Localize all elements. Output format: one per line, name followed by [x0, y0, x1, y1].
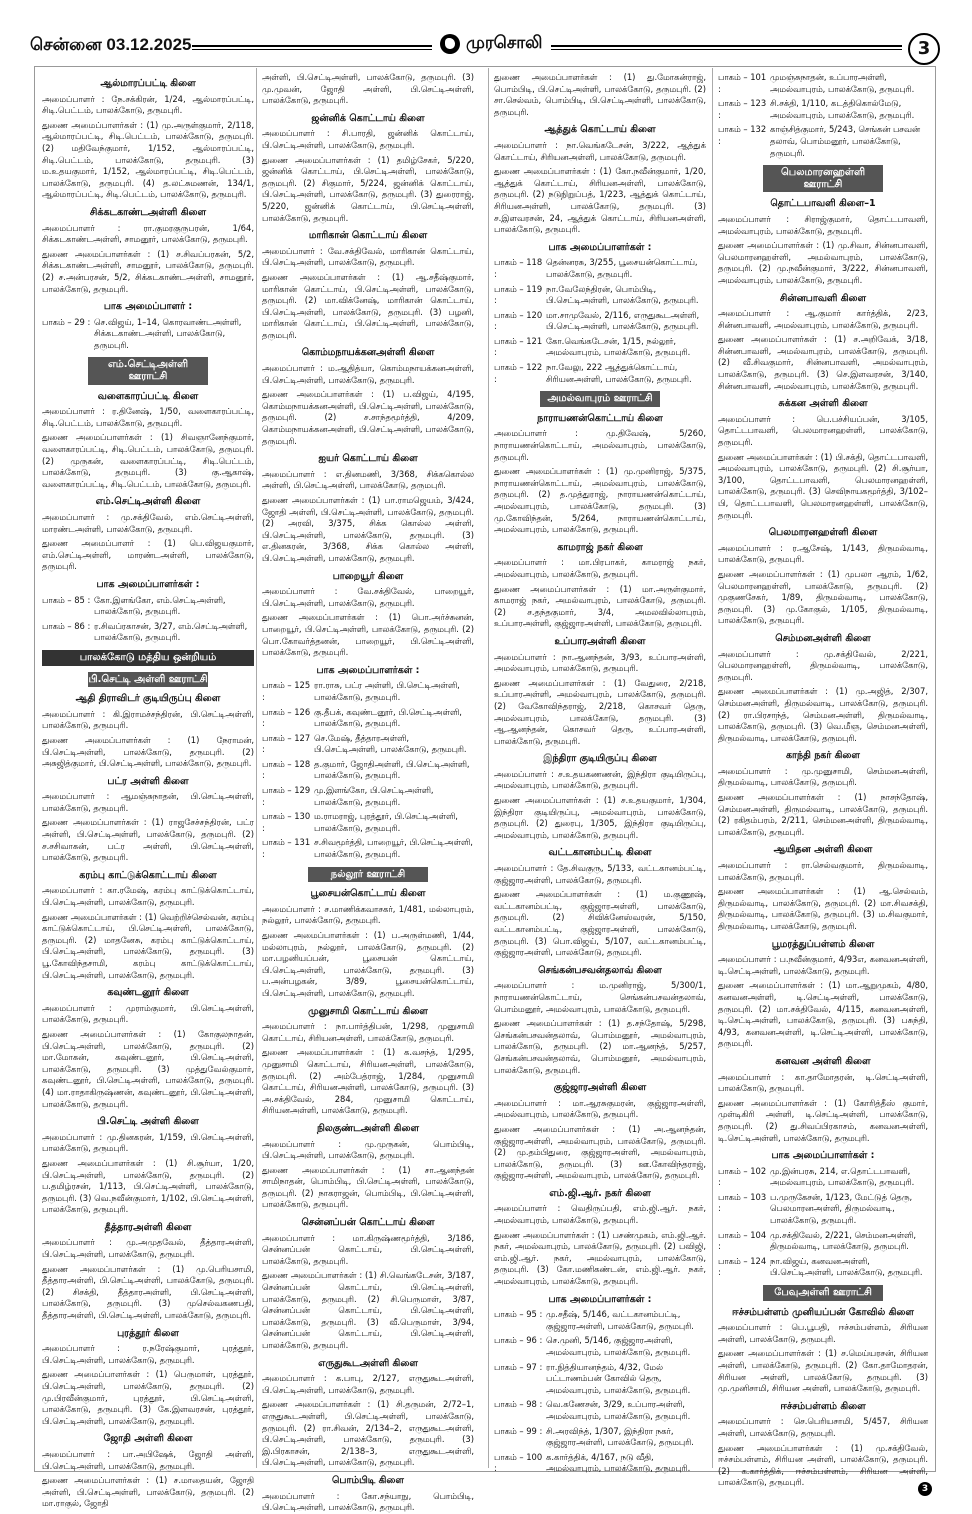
booth-organizers-heading: பாக அமைப்பாளர்கள் : — [548, 241, 652, 253]
booth-organizer: கோ.இளங்கோ, எம்.செட்டிஅள்ளி, பாலக்கோடு, தருமபுரி. — [94, 594, 226, 617]
branch-heading: எம்.ஜி.ஆர். நகர் கிளை — [549, 1187, 651, 1199]
organizer-entry: அமைப்பாளர் : மு.சக்திவேல், 2/221, பெலமாரனஹள்ளி, திருமல்வாடி, பாலக்கோடு, தருமபுரி. — [718, 648, 928, 682]
booth-number: பாகம் – 97 : — [494, 1361, 543, 1372]
branch-heading: ஆதி திராவிடர் குடியிருப்பு கிளை — [75, 693, 221, 705]
branch-heading: ஜோதி அள்ளி கிளை — [103, 1433, 193, 1445]
booth-organizer: முமஞ்சுநாதன், உப்பாரஅள்ளி, அமல்வாபுரம், பாலக்கோடு, தருமபுரி. — [770, 72, 915, 94]
column-divider — [712, 68, 713, 1468]
organizer-entry: அமைப்பாளர் : ப.நவீன்குமார், 4/93எ, கனவனஅள்ளி, டி.செட்டிஅள்ளி, பாலக்கோடு, தருமபுரி. — [718, 954, 928, 976]
branch-heading: ஆயிதன அள்ளி கிளை — [773, 844, 873, 856]
booth-row — [42, 595, 254, 618]
column-divider — [256, 68, 257, 1468]
booth-organizer: சி.சக்தி, 1/110, கடத்திகொல்மேடு, அமல்வாபுரம், பாலக்கோடு, தருமபுரி. — [770, 98, 915, 120]
branch-heading: எருதுகூடஅள்ளி கிளை — [318, 1357, 418, 1369]
organizer-entry: அமைப்பாளர் : மு.தினகரன், 1/159, பி.செட்டிஅள்ளி, பாலக்கோடு, தருமபுரி. — [42, 1131, 254, 1154]
deputy-organizers-entry: துணை அமைப்பாளர்கள் : (1) அ.ஆனந்தன், குஜ்ஜாரஅள்ளி, அமல்வாபுரம், பாலக்கோடு, தருமபுரி. (2) மு.தம்பிதுரை, குஜ்ஜாரஅள்ளி, அமல்வாபுரம், பாலக்கோடு, தருமபுரி. (3) ஊ.கோவிந்தராஜ், குஜ்ஜாரஅள்ளி, அமல்வாபுரம், பாலக்கோடு, தருமபுரி. — [494, 1123, 706, 1181]
booth-organizer: கோ.வெங்கடேசன், 1/15, நல்லூர், அமல்வாபுரம், பாலக்கோடு, தருமபுரி. — [546, 335, 691, 358]
booth-number: பாகம் – 98 : — [494, 1399, 543, 1410]
booth-organizer: சி.அரவிந்த், 1/307, இந்திரா நகர், குஜ்ஜாரஅள்ளி, பாலக்கோடு, தருமபுரி. — [546, 1425, 694, 1448]
booth-number: பாகம் – 119 : — [494, 283, 543, 306]
deputy-organizers-entry: துணை அமைப்பாளர்கள் : (1) சா.ஆனந்தன் சாமிநாதன், பொம்பிடி, பி.செட்டிஅள்ளி, பாலக்கோடு, தருமபுரி. (2) நாகராஜன், பொம்பிடி, பி.செட்டிஅள்ளி, பாலக்கோடு, தருமபுரி. — [262, 1164, 474, 1210]
deputy-organizers-entry: துணை அமைப்பாளர்கள் : (1) ச.உதயகுமார், 1/304, இந்திரா குடியிருப்பு, அமல்வாபுரம், பாலக்கோடு, தருமபுரி. (2) துரைபு, 1/305, இந்திரா குடியிருப்பு, அமல்வாபுரம், பாலக்கோடு, தருமபுரி. — [494, 795, 706, 840]
deputy-organizers-entry: துணை அமைப்பாளர்கள் : (1) த.சந்தோஷ், 5/298, செங்கன்பசவன்தலாவ், பொம்மனூர், அமல்வாபுரம், பாலக்கோடு, தருமபுரி. (2) மா.ஆனந்த், 5/257, செங்கன்பசவன்தலாவ், பொம்மனூர், அமல்வாபுரம், பாலக்கோடு, தருமபுரி. — [494, 1018, 706, 1075]
deputy-organizers-entry: துணை அமைப்பாளர்கள் : (1) பெருமாள், புரத்தூர், பி.செட்டிஅள்ளி, பாலக்கோடு, தருமபுரி. (2) மு.பிரவீன்குமார், புரத்தூர், பி.செட்டிஅள்ளி, பாலக்கோடு, தருமபுரி. (3) கே.இளவரசன், புரத்தூர், பி.செட்டிஅள்ளி, பாலக்கோடு, தருமபுரி. — [42, 1369, 254, 1426]
booth-row — [494, 1309, 706, 1332]
booth-number: பாகம் – 101 : — [718, 72, 767, 94]
deputy-organizers-entry: துணை அமைப்பாளர்கள் : (1) ப.விஜய், 4/195, கொம்மநாயக்கனஅள்ளி, பி.செட்டிஅள்ளி, பாலக்கோடு, தருமபுரி. (2) ச.சாந்தமூர்த்தி, 4/209, கொம்மநாயக்கனஅள்ளி, பி.செட்டிஅள்ளி, பாலக்கோடு, தருமபுரி. — [262, 389, 474, 446]
branch-heading: பெலமாரனஹள்ளி கிளை — [768, 527, 878, 539]
booth-organizers-heading: பாக அமைப்பாளர்கள் : — [771, 1150, 875, 1162]
deputy-organizers-entry: துணை அமைப்பாளர்கள் : (1) ம.குணூஷ், வட்டகானம்பட்டி, குஜ்ஜாரஅள்ளி, பாலக்கோடு, தருமபுரி. (2) சிவிக்னேஸ்வரன், 5/150, வட்டகானம்பட்டி, குஜ்ஜாரஅள்ளி, பாலக்கோடு, தருமபுரி. (3) பொ.விஜய், 5/107, வட்டகானம்பட்டி, குஜ்ஜாரஅள்ளி, பாலக்கோடு, தருமபுரி. — [494, 889, 706, 958]
deputy-organizers-entry: துணை அமைப்பாளர்கள் : (1) தமிழ்சேகர், 5/220, ஜன்னிக் கொட்டாய், பி.செட்டிஅள்ளி, பாலக்கோடு, தருமபுரி. (2) சிகுமார், 5/224, ஜன்னிக் கொட்டாய், பி.செட்டிஅள்ளி, பாலக்கோடு, தருமபுரி. (3) துரைராஜ், 5/220, ஜன்னிக் கொட்டாய், பி.செட்டிஅள்ளி, பாலக்கோடு, தருமபுரி. — [262, 154, 474, 223]
column-4 — [718, 72, 928, 1488]
organizer-entry: அமைப்பாளர் : பெ.பூபதி, ஈச்சம்பள்ளம், சிரியன அள்ளி, பாலக்கோடு, தருமபுரி. — [718, 1322, 928, 1344]
booth-number: பாகம் – 125 : — [262, 680, 311, 702]
branch-heading: பி.செட்டி அள்ளி கிளை — [97, 1116, 199, 1128]
booth-number: பாகம் – 102 : — [718, 1165, 767, 1188]
booth-organizer: ம.ராமராஜ், புரத்தூர், பி.செட்டிஅள்ளி, பாலக்கோடு, தருமபுரி. — [314, 811, 458, 833]
branch-heading: முனுசாமி கொட்டாய் கிளை — [308, 1005, 428, 1017]
deputy-organizers-entry: துணை அமைப்பாளர்கள் : (1) பொ.அர்ச்சுனன், பாறையூர், பி.செட்டிஅள்ளி, பாலக்கோடு, தருமபுரி. (2) பொ.கோவர்த்தனன், பாறையூர், பி.செட்டிஅள்ளி, பாலக்கோடு, தருமபுரி. — [262, 612, 474, 658]
panchayat-band: பெலமாரனஹள்ளி ஊராட்சி — [763, 165, 883, 192]
union-band: பாலக்கோடு மத்திய ஒன்றியம் — [42, 650, 254, 666]
organizer-entry: அமைப்பாளர் : ரா.குமரகுருபரன், 1/64, சிக்கடகாண்டஅள்ளி, சாமனூர், பாலக்கோடு, தருமபுரி. — [42, 222, 254, 245]
panchayat-band: பி.செட்டி அள்ளி ஊராட்சி — [88, 672, 208, 688]
deputy-organizers-entry: துணை அமைப்பாளர்கள் : (1) மா.ஆறுமுகம், 4/80, கனவனஅள்ளி, டி.செட்டிஅள்ளி, பாலக்கோடு, தருமபுரி. (2) மா.சக்திவேல், 4/115, கனவனஅள்ளி, டி.செட்டிஅள்ளி, பாலக்கோடு, தருமபுரி. (3) பசுந்தி, 4/93, கனவனஅள்ளி, டி.செட்டிஅள்ளி, பாலக்கோடு, தருமபுரி. — [718, 980, 928, 1049]
booth-organizer: தென்னரசு, 3/255, பூசையன்கொட்டாய், பாலக்கோடு, தருமபுரி. — [546, 257, 698, 279]
booth-row — [494, 1335, 706, 1358]
deputy-organizers-entry: துணை அமைப்பாளர்கள் : (1) ச.சிவப்பரகன், 5/2, சிக்கடகாண்டஅள்ளி, சாமனூர், பாலக்கோடு, தருமபுரி. (2) ச.அன்பரசன், 5/2, சிக்கடகாண்டஅள்ளி, சாமனூர், பாலக்கோடு, தருமபுரி. — [42, 248, 254, 294]
booth-organizer: மா.சாமுவேல், 2/116, எருதுகூடஅள்ளி, பி.செட்டிஅள்ளி, பாலக்கோடு, தருமபுரி. — [546, 309, 700, 332]
booth-row — [494, 362, 706, 385]
booth-number: பாகம் – 96 : — [494, 1335, 543, 1346]
branch-heading: செங்கன்பசவன்தலாவ் கிளை — [538, 964, 662, 976]
deputy-organizers-entry: துணை அமைப்பாளர்கள் : (1) மு.சிவா, சின்னபாவளி, பெலமாரனஹள்ளி, அமல்வாபுரம், பாலக்கோடு, தருமபுரி. (2) மு.நவீன்குமார், 3/222, சின்னபாவளி, அமல்வாபுரம், பாலக்கோடு, தருமபுரி. — [718, 240, 928, 285]
deputy-organizers-entry: துணை அமைப்பாளர்கள் : (1) மு.சக்திவேல், ஈச்சம்பள்ளம், சிரியன அள்ளி, பாலக்கோடு, தருமபுரி. (2) க.கார்த்திக், ஈச்சம்பள்ளம், சிரியன அள்ளி, பாலக்கோடு, தருமபுரி. — [718, 1442, 928, 1488]
booth-row — [494, 257, 706, 280]
booth-organizer: மு.சக்திவேல், 2/221, செம்மனஅள்ளி, திருமல்வாடி, பாலக்கோடு, தருமபுரி. — [770, 1229, 917, 1252]
booth-row — [494, 1399, 706, 1422]
booth-organizer: க.கார்த்திக், 4/167, நடு வீதி, அமல்வாபுரம், பாலக்கோடு, தருமபுரி. — [546, 1451, 691, 1474]
organizer-entry: அமைப்பாளர் : மு.முருகன், பொம்பிடி, பி.செட்டிஅள்ளி, பாலக்கோடு, தருமபுரி. — [262, 1138, 474, 1161]
organizer-entry: அமைப்பாளர் : வே.சக்திவேல், பாறையூர், பி.செட்டிஅள்ளி, பாலக்கோடு, தருமபுரி. — [262, 586, 474, 608]
panchayat-band: எம்.செட்டிஅள்ளி ஊராட்சி — [88, 357, 208, 384]
branch-heading: கொம்மநாயக்கனஅள்ளி கிளை — [301, 347, 435, 359]
organizer-entry: அமைப்பாளர் : வே.சக்திவேல், மாரிகான் கொட்டாய், பி.செட்டிஅள்ளி, பாலக்கோடு, தருமபுரி. — [262, 245, 474, 268]
branch-heading: கரம்பு காட்டுக்கொட்டாய் கிளை — [79, 869, 217, 881]
booth-number: பாகம் – 123 : — [718, 98, 767, 120]
footer-page-number: 3 — [918, 1482, 932, 1496]
deputy-organizers-entry: துணை அமைப்பாளர் : (1) பெ.விஜயகுமார், எம்.செட்டிஅள்ளி, மாரண்டஅள்ளி, பாலக்கோடு, தருமபுரி. — [42, 538, 254, 572]
booth-number: பாகம் – 104 : — [718, 1229, 767, 1252]
organizer-entry: அமைப்பாளர் : ச.மாணிக்கவாசகர், 1/481, மல்லாபுரம், நல்லூர், பாலக்கோடு, தருமபுரி. — [262, 903, 474, 926]
branch-heading: காந்தி நகர் கிளை — [785, 750, 860, 762]
booth-organizer: நா.விஜய், கனவனஅள்ளி, பி.செட்டிஅள்ளி, பாலக்கோடு, தருமபுரி. — [770, 1255, 923, 1278]
column-2 — [262, 72, 474, 1513]
deputy-organizers-entry: துணை அமைப்பாளர்கள் : (1) மு.முனிராஜ், 5/375, நாராயணன்கொட்டாய், அமல்வாபுரம், பாலக்கோடு, தருமபுரி. (2) த.முத்துராஜ், நாராயணன்கொட்டாய், அமல்வாபுரம், பாலக்கோடு, தருமபுரி. (3) மு.கோவிந்தன், 5/264, நாராயணன்கொட்டாய், அமல்வாபுரம், பாலக்கோடு, தருமபுரி. — [494, 466, 706, 535]
organizer-entry: அமைப்பாளர் : முராம்குமார், பி.செட்டிஅள்ளி, பாலக்கோடு, தருமபுரி. — [42, 1002, 254, 1025]
branch-heading: பொம்பிடி கிளை — [332, 1474, 404, 1486]
booth-number: பாகம் – 132 : — [718, 124, 767, 146]
booth-row — [262, 733, 474, 756]
organizer-entry: அமைப்பாளர் : கி.இராமச்சந்திரன், பி.செட்டிஅள்ளி, பாலக்கோடு, தருமபுரி. — [42, 708, 254, 731]
newspaper-name: முரசொலி — [466, 33, 543, 53]
branch-heading: இந்திரா குடியிருப்பு கிளை — [543, 753, 657, 765]
branch-heading: தொட்டபாவளி கிளை–1 — [770, 198, 876, 210]
organizer-entry: அமைப்பாளர் : தே.சிவகுரு, 5/133, வட்டகானம்பட்டி, குஜ்ஜாரஅள்ளி, பாலக்கோடு, தருமபுரி. — [494, 863, 706, 885]
deputy-organizers-entry: துணை அமைப்பாளர்கள் : (1) சி.தருமன், 2/72–1, எருதுகூடஅள்ளி, பி.செட்டிஅள்ளி, பாலக்கோடு, தருமபுரி. (2) ரா.சிவன், 2/134–2, எருதுகூடஅள்ளி, பி.செட்டிஅள்ளி, பாலக்கோடு, தருமபுரி. (3) இ.பிரகாசன், 2/138–3, எருதுகூடஅள்ளி, பி.செட்டிஅள்ளி, பாலக்கோடு, தருமபுரி. — [262, 1399, 474, 1468]
deputy-organizers-entry: துணை அமைப்பாளர்கள் : (1) மு.அஜித், 2/307, செம்மனஅள்ளி, திருமல்வாடி, பாலக்கோடு, தருமபுரி. (2) ரா.பிரசாந்த், செம்மனஅள்ளி, திருமல்வாடி, பாலக்கோடு, தருமபுரி. (3) வெ.மீஞ, செம்மனஅள்ளி, திருமல்வாடி, பாலக்கோடு, தருமபுரி. — [718, 686, 928, 743]
organizer-entry: அமைப்பாளர் : மா.ஆரசுகுமரன், குஜ்ஜாரஅள்ளி, அமல்வாபுரம், பாலக்கோடு, தருமபுரி. — [494, 1097, 706, 1120]
column-1 — [42, 72, 255, 1509]
deputy-organizers-entry: துணை அமைப்பாளர்கள் : (1) கோ.நவீன்குமார், 1/20, ஆத்துக் கொட்டாய், சிரியனஅள்ளி, பாலக்கோடு, தருமபுரி. (2) நடுநிறுப்பத், 1/223, ஆத்துக் கொட்டாய், சிரியனஅள்ளி, பாலக்கோடு, தருமபுரி. (3) ச.இளவரசன், 24, ஆத்துக் கொட்டாய், சிரியனஅள்ளி, பாலக்கோடு, தருமபுரி. — [494, 166, 706, 235]
booth-row — [262, 707, 474, 730]
deputy-organizers-entry: துணை அமைப்பாளர்கள் : (1) க.வசந்த், 1/295, முனுசாமி கொட்டாய், சிரியனஅள்ளி, பாலக்கோடு, தருமபுரி. (2) அம்பேத்ராஜ், 1/284, முனுசாமி கொட்டாய், சிரியனஅள்ளி, பாலக்கோடு, தருமபுரி. (3) அ.சக்திவேல், 284, முனுசாமி கொட்டாய், சிரியனஅள்ளி, பாலக்கோடு, தருமபுரி. — [262, 1047, 474, 1116]
issue-date: சென்னை 03.12.2025 — [30, 35, 192, 54]
organizer-entry: அமைப்பாளர் : ர.தினேஷ், 1/50, வளைகாரப்பட்டி, சிடி.பெட்டம், பாலக்கோடு, தருமபுரி. — [42, 406, 254, 428]
branch-heading: ஜன்னிக் கொட்டாய் கிளை — [311, 112, 425, 124]
organizer-entry: அமைப்பாளர் : ச.உதயகணணன், இந்திரா குடியிருப்பு, அமல்வாபுரம், பாலக்கோடு, தருமபுரி. — [494, 768, 706, 791]
booth-number: பாகம் – 131 : — [262, 837, 311, 860]
masthead-logo — [432, 33, 551, 55]
booth-organizer: ரா.ராசு, பட்ர அள்ளி, பி.செட்டிஅள்ளி, பாலக்கோடு, தருமபுரி. — [314, 680, 460, 702]
booth-organizers-heading: பாக அமைப்பாளர்கள் : — [96, 578, 200, 590]
branch-heading: ஐயர் கொட்டாய் கிளை — [318, 453, 418, 465]
panchayat-band: பேவுஅள்ளி ஊராட்சி — [763, 1285, 883, 1301]
deputy-organizers-entry: துணை அமைப்பாளர்கள் : (1) சி.சூர்யா, 1/20, பி.செட்டிஅள்ளி, பாலக்கோடு, தருமபுரி. (2) ப.தமிழ்ரசன், 1/113, பி.செட்டிஅள்ளி, பாலக்கோடு, தருமபுரி. (3) வெ.நவீன்குமார், 1/102, பி.செட்டிஅள்ளி, பாலக்கோடு, தருமபுரி. — [42, 1157, 255, 1215]
booth-organizer: ச.சிவமூர்த்தி, பாறையூர், பி.செட்டிஅள்ளி, பாலக்கோடு, தருமபுரி. — [314, 837, 473, 860]
deputy-organizers-entry: துணை அமைப்பாளர்கள் : (1) நேராமன், பி.செட்டிஅள்ளி, பாலக்கோடு, தருமபுரி. (2) அசுஜித்குமார், பி.செட்டிஅள்ளி, பாலக்கோடு, தருமபுரி. — [42, 734, 254, 769]
booth-row — [262, 680, 474, 703]
organizer-entry: அமைப்பாளர் : கா.தாமோதரன், டி.செட்டிஅள்ளி, பாலக்கோடு, தருமபுரி. — [718, 1071, 928, 1094]
organizer-entry: அமைப்பாளர் : ரா.செல்வகுமார், திருமல்வாடி, பாலக்கோடு, தருமபுரி. — [718, 860, 928, 882]
booth-number: பாகம் – 122 : — [494, 362, 543, 384]
booth-number: பாகம் – 103 : — [718, 1191, 767, 1214]
organizer-entry: அமைப்பாளர் : எ.தினமணி, 3/368, சிக்ககொல்ல அள்ளி, பி.செட்டிஅள்ளி, பாலக்கோடு, தருமபுரி. — [262, 468, 474, 491]
branch-heading: வளைகாரப்பட்டி கிளை — [97, 390, 199, 402]
deputy-organizers-entry: துணை அமைப்பாளர்கள் : (1) வெற்றிச்செல்வன், கரம்பு காட்டுக்கொட்டாய், பி.செட்டிஅள்ளி, பாலக்கோடு, தருமபுரி. (2) மாதனேசு, கரம்பு காட்டுக்கொட்டாய், பி.செட்டிஅள்ளி, பாலக்கோடு, தருமபுரி. (3) பூ.கோவிந்தசாமி, கரம்பு காட்டுக்கொட்டாய், பி.செட்டிஅள்ளி, பாலக்கோடு, தருமபுரி. — [42, 911, 254, 980]
booth-row — [718, 1166, 928, 1189]
booth-row — [262, 759, 474, 782]
booth-row — [42, 317, 254, 352]
branch-heading: ஈச்சம்பள்ளம் கிளை — [780, 1400, 866, 1412]
booth-number: பாகம் – 124 : — [718, 1255, 767, 1278]
booth-number: பாகம் – 118 : — [494, 257, 543, 279]
booth-number: பாகம் – 95 : — [494, 1309, 543, 1320]
branch-heading: செம்மனஅள்ளி கிளை — [775, 632, 871, 644]
organizer-entry: அமைப்பாளர் : நா.வெங்கடேசன், 3/222, ஆத்துக் கொட்டாய், சிரியனஅள்ளி, பாலக்கோடு, தருமபுரி. — [494, 139, 706, 162]
booth-row — [494, 1426, 706, 1449]
deputy-organizers-entry: துணை அமைப்பாளர்கள் : (1) மு.பெரியசாமி, தீத்தாரஅள்ளி, பி.செட்டிஅள்ளி, பாலக்கோடு, தருமபுரி. (2) சிசக்தி, தீத்தாரஅள்ளி, பி.செட்டிஅள்ளி, பாலக்கோடு, தருமபுரி. (3) முசெல்வகணபதி, தீத்தாரஅள்ளி, பி.செட்டிஅள்ளி, பாலக்கோடு, தருமபுரி. — [42, 1263, 254, 1321]
deputy-organizers-entry: துணை அமைப்பாளர்கள் : (1) ப.அருள்மணி, 1/44, மல்லாபுரம், நல்லூர், பாலக்கோடு, தருமபுரி. (2) மா.பழனியப்பன், பூசையன் கொட்டாய், பி.செட்டிஅள்ளி, பாலக்கோடு, தருமபுரி. (3) ப.அன்பழகன், 3/89, பூசையன்கொட்டாய், பி.செட்டிஅள்ளி, பாலக்கோடு, தருமபுரி. — [262, 930, 474, 998]
booth-row — [494, 1452, 706, 1475]
organizer-entry: அமைப்பாளர் : சிராஜ்குமார், தொட்டபாவளி, அமல்வாபுரம், பாலக்கோடு, தருமபுரி. — [718, 213, 928, 236]
deputy-organizers-entry: துணை அமைப்பாளர்கள் : (1) ச.மாதையன், ஜோதி அள்ளி, பி.செட்டிஅள்ளி, பாலக்கோடு, தருமபுரி. (2) மா.ராகுல், ஜோதி — [42, 1475, 254, 1509]
organizer-entry: அமைப்பாளர் : செ.பெரியசாமி, 5/457, சிரியன அள்ளி, பாலக்கோடு, தருமபுரி. — [718, 1416, 928, 1438]
booth-number: பாகம் – 100 : — [494, 1451, 543, 1474]
branch-heading: பாறையூர் கிளை — [332, 570, 404, 582]
organizer-entry: அமைப்பாளர் : நா.ஆனந்தன், 3/93, உப்பாரஅள்ளி, அமல்வாபுரம், பாலக்கோடு, தருமபுரி. — [494, 651, 706, 674]
branch-heading: பூசையன்கொட்டாய் கிளை — [310, 888, 426, 900]
organizer-entry: அமைப்பாளர் : ர.ஆசேஷ், 1/143, திருமல்வாடி, பாலக்கோடு, தருமபுரி. — [718, 542, 928, 565]
branch-heading: சுக்கன அள்ளி கிளை — [778, 398, 868, 410]
booth-organizers-heading: பாக அமைப்பாளர் : — [103, 301, 193, 313]
organizer-entry: அமைப்பாளர் : கா.ரமேஷ், கரம்பு காட்டுக்கொட்டாய், பி.செட்டிஅள்ளி, பாலக்கோடு, தருமபுரி. — [42, 885, 254, 908]
booth-organizer: செ.மேஷ், தீத்தாரஅள்ளி, பி.செட்டிஅள்ளி, பாலக்கோடு, தருமபுரி. — [314, 732, 467, 755]
organizer-entry: அமைப்பாளர் : மு.சக்திவேல், எம்.செட்டிஅள்ளி, மாரண்டஅள்ளி, பாலக்கோடு, தருமபுரி. — [42, 512, 254, 534]
branch-heading: நிலகுண்டஅள்ளி கிளை — [316, 1122, 420, 1134]
booth-number: பாகம் – 127 : — [262, 732, 311, 755]
organizer-entry: அமைப்பாளர் : ஆ.குமார் கார்த்திக், 2/23, சின்னபாவளி, அமல்வாபுரம், பாலக்கோடு, தருமபுரி. — [718, 308, 928, 330]
branch-heading: உப்பாரஅள்ளி கிளை — [554, 635, 646, 647]
booth-number: பாகம் – 86 : — [42, 620, 91, 631]
organizer-entry: அமைப்பாளர் : ஆமஞ்சுநாதன், பி.செட்டிஅள்ளி, பாலக்கோடு, தருமபுரி. — [42, 791, 254, 813]
organizer-entry: அமைப்பாளர் : பெ.பச்சியப்பன், 3/105, தொட்டபாவளி, பெலமாரனஹள்ளி, பாலக்கோடு, தருமபுரி. — [718, 413, 928, 448]
branch-heading: ஆத்துக் கொட்டாய் கிளை — [544, 124, 656, 136]
branch-heading: சென்னப்பன் கொட்டாய் கிளை — [301, 1217, 435, 1229]
booth-row — [42, 621, 254, 644]
booth-organizers-heading: பாக அமைப்பாளர்கள் : — [548, 1293, 652, 1305]
deputy-organizers-entry: துணை அமைப்பாளர்கள் : (1) நாசந்தோஷ், செம்மனஅள்ளி, திருமல்வாடி, பாலக்கோடு, தருமபுரி. (2) ரகிதம்பரம், 2/211, செம்மனஅள்ளி, திருமல்வாடி, பாலக்கோடு, தருமபுரி. — [718, 792, 928, 837]
booth-row — [262, 785, 474, 808]
booth-row — [718, 72, 928, 95]
deputy-organizers-entry: துணை அமைப்பாளர்கள் : (1) பசண்முகம், எம்.ஜி.ஆர். நகர், அமல்வாபுரம், பாலக்கோடு, தருமபுரி. (2) பவிஜி, எம்.ஜி.ஆர். நகர், அமல்வாபுரம், பாலக்கோடு, தருமபுரி. (3) கோ.மணிகண்டன், எம்.ஜி.ஆர். நகர், அமல்வாபுரம், பாலக்கோடு, தருமபுரி. — [494, 1229, 706, 1287]
deputy-organizers-entry: துணை அமைப்பாளர்கள் : (1) பா.ராமஜெயம், 3/424, ஜோதி அள்ளி, பி.செட்டிஅள்ளி, பாலக்கோடு, தருமபுரி. (2) அரவி, 3/375, சிக்க கொல்ல அள்ளி, பி.செட்டிஅள்ளி, பாலக்கோடு, தருமபுரி. (3) எ.தினகரன், 3/368, சிக்க கொல்ல அள்ளி, பி.செட்டிஅள்ளி, பாலக்கோடு, தருமபுரி. — [262, 495, 474, 563]
branch-heading: சின்னபாவளி கிளை — [779, 292, 867, 304]
organizer-entry: அமைப்பாளர் : வெதிருப்பதி, எம்.ஜி.ஆர். நகர், அமல்வாபுரம், பாலக்கோடு, தருமபுரி. — [494, 1203, 706, 1226]
booth-organizer: செ.முனி, 5/146, குஜ்ஜாரஅள்ளி, அமல்வாபுரம், பாலக்கோடு, தருமபுரி. — [546, 1335, 691, 1357]
booth-row — [718, 1192, 928, 1227]
deputy-organizers-entry: துணை அமைப்பாளர்கள் : (1) கோரித்தீஸ் குமார், முள்டிகிரி அள்ளி, டி.செட்டிஅள்ளி, பாலக்கோடு, தருமபுரி. (2) து.சிவப்பிரகாசம், கனவனஅள்ளி, டி.செட்டிஅள்ளி, பாலக்கோடு, தருமபுரி. — [718, 1097, 928, 1143]
booth-row — [718, 1256, 928, 1279]
branch-heading: குஜ்ஜாரஅள்ளி கிளை — [553, 1082, 647, 1094]
booth-organizers-heading: பாக அமைப்பாளர்கள் : — [316, 664, 420, 676]
booth-number: பாகம் – 29 : — [42, 316, 91, 327]
deputy-organizers-entry: துணை அமைப்பாளர்கள் : (1) சிவஞானேந்குமார், வளைகாரப்பட்டி, சிடி.பெட்டம், பாலக்கோடு, தருமபுரி. (2) முருகன், வளைகாரப்பட்டி, சிடி.பெட்டம், பாலக்கோடு, தருமபுரி. (3) கு.ஆகாஷ், வளைகாரப்பட்டி, சிடி.பெட்டம், பாலக்கோடு, தருமபுரி. — [42, 432, 254, 489]
column-3 — [494, 72, 706, 1472]
organizer-entry: அமைப்பாளர் : ம.ஆதித்யா, கொம்மநாயக்கனஅள்ளி, பி.செட்டிஅள்ளி, பாலக்கோடு, தருமபுரி. — [262, 363, 474, 385]
branch-heading: மாரிகான் கொட்டாய் கிளை — [308, 230, 428, 242]
booth-organizer: நா.வேலேந்திரன், பொம்பிடி, பி.செட்டிஅள்ளி, பாலக்கோடு, தருமபுரி. — [546, 283, 699, 306]
branch-heading: கவுண்டனூர் கிளை — [107, 987, 189, 999]
rising-sun-logo-icon — [440, 34, 460, 54]
deputy-organizers-entry: துணை அமைப்பாளர்கள் : (1) மு.அருள்குமார், 2/118, ஆல்மாரப்பட்டி, சிடி.பெட்டம், பாலக்கோடு, தருமபுரி. (2) மதிவேந்குமார், 1/152, ஆல்மாரப்பட்டி, சிடி.பெட்டம், பாலக்கோடு, தருமபுரி. (3) ம.உதயகுமார், 1/152, ஆல்மாரப்பட்டி, சிடி.பெட்டம், பாலக்கோடு, தருமபுரி. (4) த.லட்சுமணன், 134/1, ஆல்மாரப்பட்டி, சிடி.பெட்டம், பாலக்கோடு, தருமபுரி. — [42, 119, 254, 200]
deputy-organizers-entry: துணை அமைப்பாளர்கள் : (1) பி.சக்தி, தொட்டபாவளி, அமல்வாபுரம், பாலக்கோடு, தருமபுரி. (2) சி.சூர்யா, 3/100, தொட்டபாவளி, பெலமாரனஹள்ளி, பாலக்கோடு, தருமபுரி. (3) செவிநாயகமூர்த்தி, 3/102–பி, தொட்டபாவளி, பெலமாரனஹள்ளி, பாலக்கோடு, தருமபுரி. — [718, 451, 928, 520]
continued-entry: துணை அமைப்பாளர்கள் : (1) து.மோகன்ராஜ், பொம்பிடி, பி.செட்டிஅள்ளி, பாலக்கோடு, தருமபுரி. (2) சா.செல்வம், பொம்பிடி, பி.செட்டிஅள்ளி, பாலக்கோடு, தருமபுரி. — [494, 72, 706, 117]
booth-number: பாகம் – 128 : — [262, 758, 311, 781]
organizer-entry: அமைப்பாளர் : ர.நரேஷ்குமார், புரத்தூர், பி.செட்டிஅள்ளி, பாலக்கோடு, தருமபுரி. — [42, 1343, 254, 1365]
masthead — [0, 0, 972, 62]
booth-organizer: ர.சிவப்ரகாசன், 3/27, எம்.செட்டிஅள்ளி, பாலக்கோடு, தருமபுரி. — [94, 620, 248, 643]
deputy-organizers-entry: துணை அமைப்பாளர்கள் : (1) முபலா ஆரம், 1/62, பெலமாரனஹள்ளி, பாலக்கோடு, தருமபுரி. (2) முகுணசேகர், 1/89, திருமல்வாடி, பாலக்கோடு, தருமபுரி. (3) மு.கோகுல், 1/105, திருமல்வாடி, பாலக்கோடு, தருமபுரி. — [718, 568, 928, 626]
organizer-entry: அமைப்பாளர் : மா.கிருஷ்ணமூர்த்தி, 3/186, சென்னப்பன் கொட்டாய், பி.செட்டிஅள்ளி, பாலக்கோடு, தருமபுரி. — [262, 1232, 474, 1266]
booth-number: பாகம் – 121 : — [494, 335, 543, 358]
booth-row — [494, 284, 706, 307]
booth-organizer: மு.இளங்கோ, பி.செட்டிஅள்ளி, பாலக்கோடு, தருமபுரி. — [314, 785, 434, 807]
deputy-organizers-entry: துணை அமைப்பாளர்கள் : (1) கோகுலநாதன், பி.செட்டிஅள்ளி, பாலக்கோடு, தருமபுரி. (2) மா.மோகன், கவுண்டனூர், பி.செட்டிஅள்ளி, பாலக்கோடு, தருமபுரி. (3) முத்துவேல்குமார், கவுண்டனூர், பி.செட்டிஅள்ளி, பாலக்கோடு, தருமபுரி. (4) மா.ராதாகிருஷ்ணன், கவுண்டனூர், பி.செட்டிஅள்ளி, பாலக்கோடு, தருமபுரி. — [42, 1028, 254, 1109]
organizer-entry: அமைப்பாளர் : ம.முனிராஜ், 5/300/1, நாராயணன்கொட்டாய், செங்கன்பசவன்தலாவ், பொம்மனூர், அமல்வாபுரம், பாலக்கோடு, தருமபுரி. — [494, 980, 706, 1014]
booth-row — [494, 310, 706, 333]
booth-organizer: ரா.நித்தியானந்தம், 4/32, மேல் பட்டாணம்பன் கோவில் தெரு, அமல்வாபுரம், பாலக்கோடு, தருமபுரி. — [546, 1361, 691, 1395]
branch-heading: புரத்தூர் கிளை — [117, 1327, 179, 1339]
booth-organizer: மு.இன்பரசு, 214, எ.தொட்டபாவளி, அமல்வாபுரம், பாலக்கோடு, தருமபுரி. — [770, 1165, 915, 1188]
deputy-organizers-entry: துணை அமைப்பாளர்கள் : (1) ச.மெய்யரசன், சிரியன அள்ளி, பாலக்கோடு, தருமபுரி. (2) கோ.தாமோதரன், சிரியன அள்ளி, பாலக்கோடு, தருமபுரி. (3) மு.முனிசாமி, சிரியன அள்ளி, பாலக்கோடு, தருமபுரி. — [718, 1348, 928, 1394]
booth-number: பாகம் – 129 : — [262, 785, 311, 807]
booth-organizer: வெ.கணேசன், 3/29, உப்பாரஅள்ளி, அமல்வாபுரம், பாலக்கோடு, தருமபுரி. — [546, 1399, 691, 1421]
booth-row — [718, 98, 928, 121]
branch-heading: வட்டகானம்பட்டி கிளை — [548, 847, 652, 859]
organizer-entry: அமைப்பாளர் : மு.அமுதவேல், தீத்தாரஅள்ளி, பி.செட்டிஅள்ளி, பாலக்கோடு, தருமபுரி. — [42, 1237, 254, 1260]
organizer-entry: அமைப்பாளர் : மு.முனுசாமி, செம்மனஅள்ளி, திருமல்வாடி, பாலக்கோடு, தருமபுரி. — [718, 765, 928, 788]
branch-heading: தீத்தாரஅள்ளி கிளை — [104, 1221, 192, 1233]
branch-heading: பூமரத்துப்பள்ளம் கிளை — [771, 938, 875, 950]
booth-row — [262, 811, 474, 834]
booth-row — [494, 336, 706, 359]
branch-heading: சிக்கடகாண்டஅள்ளி கிளை — [89, 206, 207, 218]
column-divider — [488, 68, 489, 1468]
booth-number: பாகம் – 120 : — [494, 309, 543, 332]
panchayat-band: அமல்வாபுரம் ஊராட்சி — [540, 391, 660, 407]
booth-organizer: நா.வேலு, 222 ஆத்துக்கொட்டாய், சிரியனஅள்ளி, பாலக்கோடு, தருமபுரி. — [546, 362, 692, 384]
panchayat-band: நல்லூர் ஊராட்சி — [308, 867, 428, 883]
booth-row — [262, 837, 474, 860]
branch-heading: ஆல்மாரப்பட்டி கிளை — [100, 78, 196, 89]
booth-organizer: ப.முருகேசன், 1/123, மேட்டுத் தெரு, பெலமாரனஅள்ளி, திருமல்வாடி, பாலக்கோடு, தருமபுரி. — [770, 1191, 913, 1226]
organizer-entry: அமைப்பாளர் : நே.சக்கிரன், 1/24, ஆல்மாரப்பட்டி, சிடி.பெட்டம், பாலக்கோடு, தருமபுரி. — [42, 93, 254, 116]
deputy-organizers-entry: துணை அமைப்பாளர்கள் : (1) வேதுரை, 2/218, உப்பாரஅள்ளி, அமல்வாபுரம், பாலக்கோடு, தருமபுரி. (2) வேகோவிந்தராஜ், 2/218, கொசவர் தெரு, அமல்வாபுரம், பாலக்கோடு, தருமபுரி. (3) ஆ.ஆனந்தன், கொசவர் தெரு, உப்பாரஅள்ளி, பாலக்கோடு, தருமபுரி. — [494, 677, 706, 746]
organizer-entry: அமைப்பாளர் : சி.பாரதி, ஜன்னிக் கொட்டாய், பி.செட்டிஅள்ளி, பாலக்கோடு, தருமபுரி. — [262, 128, 474, 150]
booth-number: பாகம் – 99 : — [494, 1425, 543, 1436]
organizer-entry: அமைப்பாளர் : மு.திவேஷ், 5/260, நாராயணன்கொட்டாய், அமல்வாபுரம், பாலக்கோடு, தருமபுரி. — [494, 428, 706, 462]
branch-heading: காமராஜ் நகர் கிளை — [557, 541, 643, 553]
branch-heading: நாராயணன்கொட்டாய் கிளை — [537, 412, 663, 424]
booth-number: பாகம் – 85 : — [42, 594, 91, 605]
organizer-entry: அமைப்பாளர் : மா.பிரபாகர், காமராஜ் நகர், அமல்வாபுரம், பாலக்கோடு, தருமபுரி. — [494, 557, 706, 579]
branch-heading: கனவன அள்ளி கிளை — [775, 1055, 871, 1067]
organizer-entry: அமைப்பாளர் : க.பாபு, 2/127, எருதுகூடஅள்ளி, பி.செட்டிஅள்ளி, பாலக்கோடு, தருமபுரி. — [262, 1373, 474, 1395]
booth-organizer: த.குமார், ஜோதிஅள்ளி, பி.செட்டிஅள்ளி, பாலக்கோடு, தருமபுரி. — [314, 758, 470, 781]
deputy-organizers-entry: துணை அமைப்பாளர்கள் : (1) ச.அறிவேக், 3/18, சின்னபாவளி, அமல்வாபுரம், பாலக்கோடு, தருமபுரி. (2) வீ.சிவகுமார், சின்னபாவளி, அமல்வாபுரம், பாலக்கோடு, தருமபுரி. (3) செ.இளவரசன், 3/140, சின்னபாவளி, அமல்வாபுரம், பாலக்கோடு, தருமபுரி. — [718, 334, 928, 391]
branch-heading: ஈச்சம்பள்ளம் முனியப்பன் கோவில் கிளை — [732, 1306, 914, 1318]
organizer-entry: அமைப்பாளர் : கோ.சந்யாநு, பொம்பிடி, பி.செட்டிஅள்ளி, பாலக்கோடு, தருமபுரி. — [262, 1490, 474, 1513]
booth-number: பாகம் – 126 : — [262, 706, 311, 729]
organizer-entry: அமைப்பாளர் : நா.பார்த்திபன், 1/298, முனுசாமி கொட்டாய், சிரியனஅள்ளி, பாலக்கோடு, தருமபுரி. — [262, 1021, 474, 1043]
booth-organizer: செ.விஜய், 1–14, கொரவாண்டஅள்ளி, சிக்கடகாண்டஅள்ளி, பாலக்கோடு, தருமபுரி. — [94, 316, 242, 350]
booth-row — [494, 1362, 706, 1397]
booth-row — [718, 124, 928, 159]
booth-row — [718, 1230, 928, 1253]
branch-heading: எம்.செட்டிஅள்ளி கிளை — [95, 496, 201, 508]
booth-number: பாகம் – 130 : — [262, 811, 311, 833]
booth-organizer: காஞ்சித்குமார், 5/243, செங்கன் பசவன் தலாவ், பொம்மனூர், பாலக்கோடு, தருமபுரி. — [770, 124, 921, 158]
booth-organizer: மு.சதீஷ், 5/146, வட்டகானம்பட்டி, குஜ்ஜாரஅள்ளி, பாலக்கோடு, தருமபுரி. — [546, 1309, 694, 1331]
deputy-organizers-entry: துணை அமைப்பாளர்கள் : (1) ஆ.செல்வம், திருமல்வாடி, பாலக்கோடு, தருமபுரி. (2) மா.சிவசக்தி, திருமல்வாடி, பாலக்கோடு, தருமபுரி. (3) ம.சிவகுமார், திருமல்வாடி, பாலக்கோடு, தருமபுரி. — [718, 886, 928, 931]
branch-heading: பட்ர அள்ளி கிளை — [107, 775, 189, 787]
deputy-organizers-entry: துணை அமைப்பாளர்கள் : (1) மா.அருள்குமார், காமராஜ் நகர், அமல்வாபுரம், பாலக்கோடு, தருமபுரி. (2) ச.தந்தகுமார், 3/4, அமலவில்லாபுரம், உப்பாரஅள்ளி, குஜ்ஜாரஅள்ளி, பாலக்கோடு, தருமபுரி. — [494, 583, 706, 629]
page-number-badge: 3 — [908, 33, 940, 65]
deputy-organizers-entry: துணை அமைப்பாளர்கள் : (1) சி.வெங்கடேசன், 3/187, சென்னப்பன் கொட்டாய், பி.செட்டிஅள்ளி, பாலக்கோடு, தருமபுரி. (2) சி.பெருமாள், 3/87, சென்னப்பன் கொட்டாய், பி.செட்டிஅள்ளி, பாலக்கோடு, தருமபுரி. (3) வீ.பெருமாள், 3/94, சென்னப்பன் கொட்டாய், பி.செட்டிஅள்ளி, பாலக்கோடு, தருமபுரி. — [262, 1270, 474, 1350]
continued-entry: அள்ளி, பி.செட்டிஅள்ளி, பாலக்கோடு, தருமபுரி. (3) மு.முவன், ஜோதி அள்ளி, பி.செட்டிஅள்ளி, பாலக்கோடு, தருமபுரி. — [262, 72, 474, 106]
deputy-organizers-entry: துணை அமைப்பாளர்கள் : (1) ஆ.சதீஷ்குமார், மாரிகான் கொட்டாய், பி.செட்டிஅள்ளி, பாலக்கோடு, தருமபுரி. (2) மா.விக்னேஷ், மாரிகான் கொட்டாய், பி.செட்டிஅள்ளி, பாலக்கோடு, தருமபுரி. (3) பழனி, மாரிகான் கொட்டாய், பி.செட்டிஅள்ளி, பாலக்கோடு, தருமபுரி. — [262, 271, 474, 340]
deputy-organizers-entry: துணை அமைப்பாளர்கள் : (1) ராஜசேச்சந்திரன், பட்ர அள்ளி, பி.செட்டிஅள்ளி, பாலக்கோடு, தருமபுரி. (2) ச.சசிவாகன், பட்ர அள்ளி, பி.செட்டிஅள்ளி, பாலக்கோடு, தருமபுரி. — [42, 817, 254, 863]
booth-organizer: கு.தீபக், கவுண்டனூர், பி.செட்டிஅள்ளி, பாலக்கோடு, தருமபுரி. — [314, 706, 462, 729]
organizer-entry: அமைப்பாளர் : பா.அபிஷேக், ஜோதி அள்ளி, பி.செட்டிஅள்ளி, பாலக்கோடு, தருமபுரி. — [42, 1448, 254, 1471]
